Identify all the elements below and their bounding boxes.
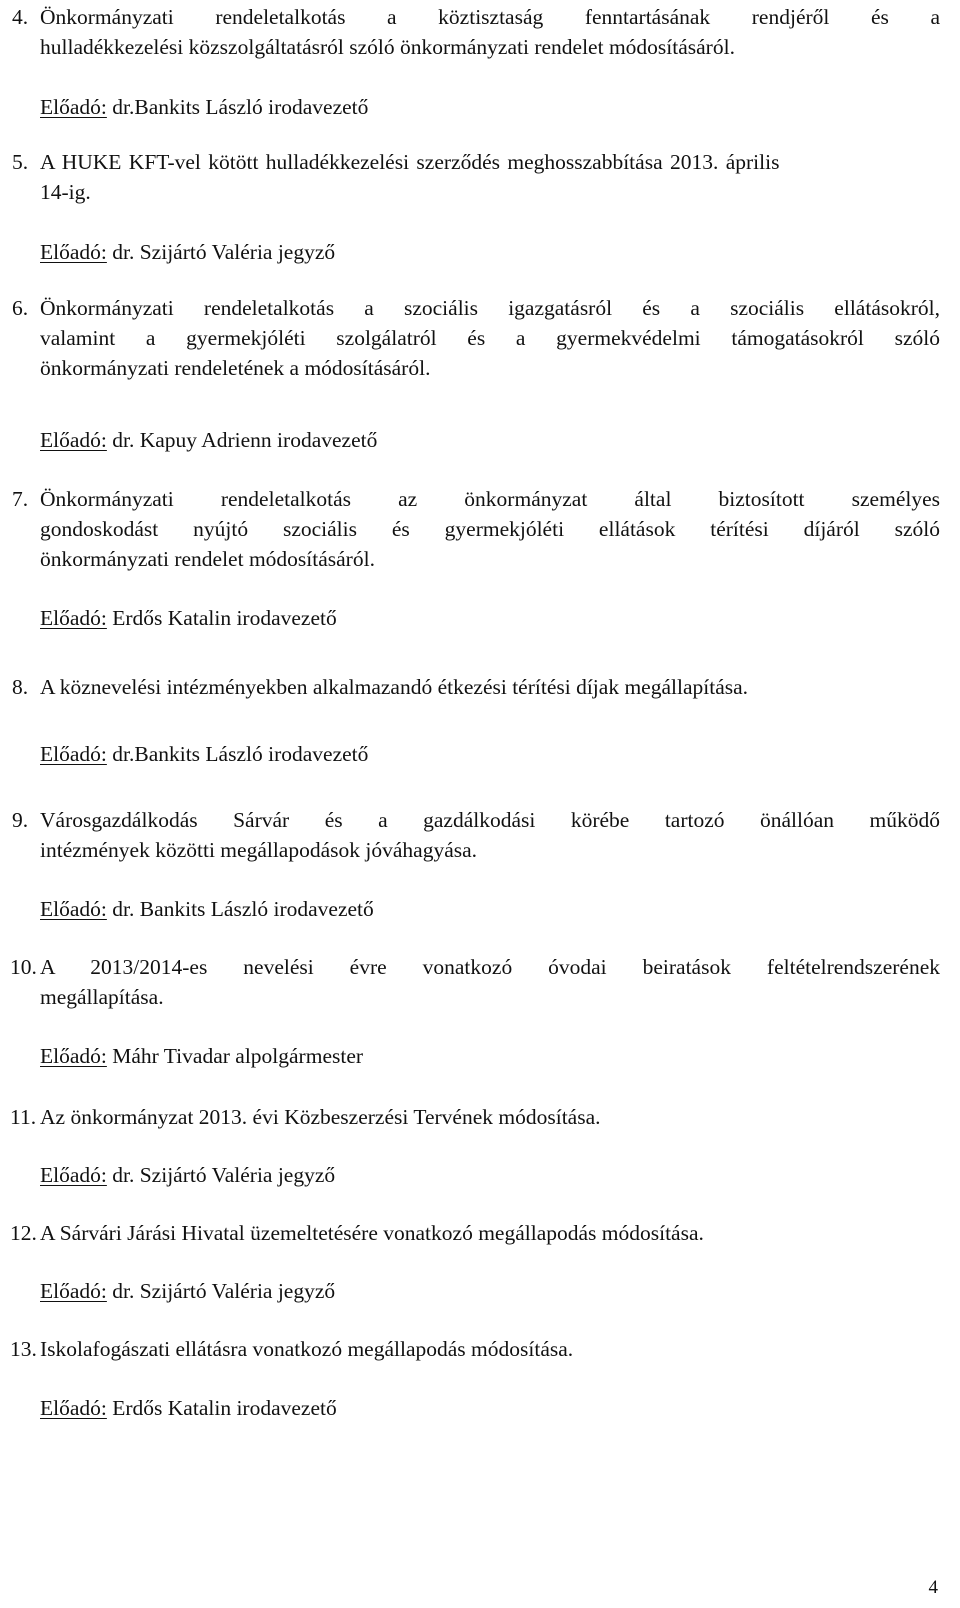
item-title xyxy=(40,293,940,383)
item-number: 13. xyxy=(10,1337,37,1361)
item-number: 9. xyxy=(12,808,29,832)
item-number: 7. xyxy=(12,487,29,511)
item-title-line: Városgazdálkodás Sárvár és a gazdálkodási körébe tartozó önállóan működő xyxy=(40,808,940,832)
item-number: 11. xyxy=(10,1105,37,1129)
presenter-label: Előadó: xyxy=(40,742,107,766)
item-title-line: A Sárvári Járási Hivatal üzemeltetésére vonatkozó megállapodás módosítása. xyxy=(40,1221,704,1245)
presenter-label: Előadó: xyxy=(40,1044,107,1068)
presenter-line-13 xyxy=(40,1393,337,1423)
presenter-line-10 xyxy=(40,1041,363,1071)
item-title-line: intézmények közötti megállapodások jóváhagyása. xyxy=(40,838,478,862)
item-title xyxy=(40,484,940,574)
presenter-name: dr. Szijártó Valéria jegyző xyxy=(106,1163,336,1187)
item-title-line: Az önkormányzat 2013. évi Közbeszerzési Tervének módosítása. xyxy=(40,1105,601,1129)
item-title-line: gondoskodást nyújtó szociális és gyermekjóléti ellátások térítési díjáról szóló xyxy=(40,517,940,541)
item-title-line: Iskolafogászati ellátásra vonatkozó megállapodás módosítása. xyxy=(40,1337,574,1361)
presenter-label: Előadó: xyxy=(40,1279,107,1303)
item-title xyxy=(40,805,940,865)
item-number: 10. xyxy=(10,955,37,979)
presenter-name: dr. Szijártó Valéria jegyző xyxy=(106,240,336,264)
presenter-label: Előadó: xyxy=(40,606,107,630)
item-title-line: A 2013/2014-es nevelési évre vonatkozó óvodai beiratások feltételrendszerének xyxy=(40,955,940,979)
presenter-label: Előadó: xyxy=(40,1163,107,1187)
item-title-line: A HUKE KFT-vel kötött hulladékkezelési szerződés meghosszabbítása 2013. április xyxy=(40,150,780,174)
item-title xyxy=(40,2,940,62)
item-title xyxy=(40,147,940,207)
item-title-line: valamint a gyermekjóléti szolgálatról és a gyermekvédelmi támogatásokról szóló xyxy=(40,326,940,350)
item-number: 12. xyxy=(10,1221,37,1245)
item-title-line: 14-ig. xyxy=(40,180,91,204)
item-title-line: önkormányzati rendeletének a módosításáról. xyxy=(40,356,431,380)
item-title-line: Önkormányzati rendeletalkotás az önkormányzat által biztosított személyes xyxy=(40,487,940,511)
presenter-label: Előadó: xyxy=(40,1396,107,1420)
item-title xyxy=(40,672,940,702)
item-title-line: Önkormányzati rendeletalkotás a köztisztaság fenntartásának rendjéről és a xyxy=(40,5,940,29)
item-number: 5. xyxy=(12,150,29,174)
presenter-name: dr. Szijártó Valéria jegyző xyxy=(106,1279,336,1303)
presenter-line-8 xyxy=(40,739,368,769)
item-number: 8. xyxy=(12,675,29,699)
presenter-name: dr. Bankits László irodavezető xyxy=(106,897,374,921)
presenter-line-12 xyxy=(40,1276,335,1306)
presenter-name: Erdős Katalin irodavezető xyxy=(106,606,337,630)
presenter-label: Előadó: xyxy=(40,897,107,921)
item-title-line: megállapítása. xyxy=(40,985,164,1009)
item-number: 6. xyxy=(12,296,29,320)
item-title-line: A köznevelési intézményekben alkalmazandó étkezési térítési díjak megállapítása. xyxy=(40,675,749,699)
presenter-name: Máhr Tivadar alpolgármester xyxy=(106,1044,364,1068)
item-title xyxy=(40,1102,940,1132)
item-title xyxy=(40,1218,940,1248)
presenter-label: Előadó: xyxy=(40,95,107,119)
item-title xyxy=(40,1334,940,1364)
page-number: 4 xyxy=(928,1577,938,1598)
presenter-line-4 xyxy=(40,92,368,122)
presenter-label: Előadó: xyxy=(40,240,107,264)
presenter-line-5 xyxy=(40,237,335,267)
presenter-line-6 xyxy=(40,425,377,455)
item-title-line: önkormányzati rendelet módosításáról. xyxy=(40,547,375,571)
presenter-line-9 xyxy=(40,894,374,924)
presenter-line-11 xyxy=(40,1160,335,1190)
item-title xyxy=(40,952,940,1012)
presenter-label: Előadó: xyxy=(40,428,107,452)
item-title-line: hulladékkezelési közszolgáltatásról szóló önkormányzati rendelet módosításáról. xyxy=(40,35,735,59)
presenter-name: dr.Bankits László irodavezető xyxy=(106,742,369,766)
presenter-name: Erdős Katalin irodavezető xyxy=(106,1396,337,1420)
presenter-name: dr.Bankits László irodavezető xyxy=(106,95,369,119)
presenter-line-7 xyxy=(40,603,337,633)
item-number: 4. xyxy=(12,5,29,29)
item-title-line: Önkormányzati rendeletalkotás a szociális igazgatásról és a szociális ellátásokról, xyxy=(40,296,940,320)
presenter-name: dr. Kapuy Adrienn irodavezető xyxy=(106,428,378,452)
